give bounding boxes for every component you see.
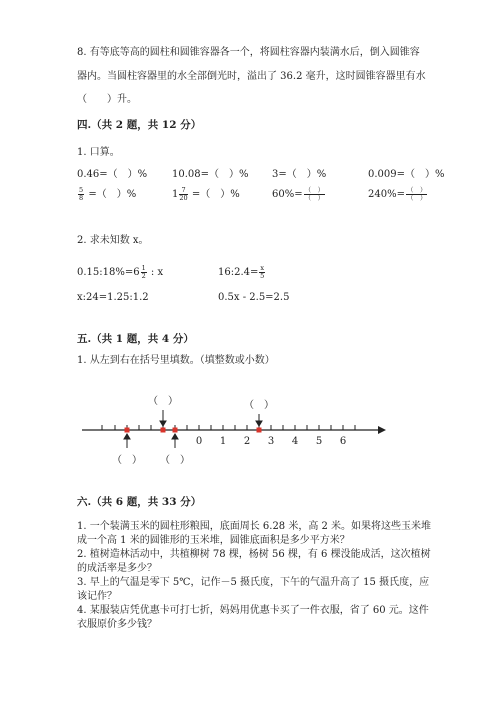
tick-label-1: 1 [219, 436, 227, 447]
q8-line3: （ ）升。 [77, 94, 137, 105]
oral-calc-8: 240%= $\frac{( )}{( )}$ [368, 186, 427, 202]
q8-line2: 器内。当圆柱容器里的水全部倒光时，溢出了 36.2 毫升，这时圆锥容器里有水 [77, 71, 426, 82]
oral-calc-2: 10.08=（ ）% [172, 169, 249, 180]
tick-label-5: 5 [315, 436, 323, 447]
down-arrow-icon [256, 421, 262, 426]
tick-label-0: 0 [195, 436, 203, 447]
equation-1: 0.15:18%=6 $\frac{1}{2}$ : x [77, 264, 164, 280]
red-marker [161, 428, 166, 433]
down-arrow-icon [160, 421, 166, 426]
section4-q1-title: 1. 口算。 [77, 147, 120, 158]
oral-calc-1: 0.46=（ ）% [77, 169, 148, 180]
tick-label-6: 6 [339, 436, 347, 447]
oral-calc-3: 3=（ ）% [272, 169, 327, 180]
fraction: $\frac{5}{8}$ [79, 186, 84, 202]
answer-paren-bottom-2: （ ） [160, 455, 190, 466]
oral-calc-6: 1 $\frac{7}{20}$ =（ ）% [172, 186, 240, 202]
section6-line-2: 成一个高 1 米的圆锥形的玉米堆，圆锥底面积是多少平方米？ [77, 535, 350, 546]
section6-line-7: 4. 某服装店凭优惠卡可打七折，妈妈用优惠卡买了一件衣服，省了 60 元。这件 [77, 605, 429, 616]
section6-line-8: 衣服原价多少钱？ [77, 619, 157, 630]
tick-label-2: 2 [243, 436, 251, 447]
answer-paren-top-2: （ ） [244, 400, 274, 411]
section5-q1-title: 1. 从左到右在括号里填数。（填整数或小数） [77, 355, 275, 366]
fraction: $\frac{x}{5}$ [260, 264, 265, 280]
fraction: $\frac{( )}{( )}$ [304, 186, 325, 202]
oral-calc-5: $\frac{5}{8}$ =（ ）% [79, 186, 137, 202]
fraction: $\frac{7}{20}$ [179, 186, 188, 202]
fraction: $\frac{1}{2}$ [141, 264, 146, 280]
oral-calc-7: 60%= $\frac{( )}{( )}$ [272, 186, 325, 202]
tick-label-4: 4 [291, 436, 299, 447]
section4-heading: 四.（共 2 题，共 12 分） [77, 119, 202, 131]
q8-line1: 8. 有等底等高的圆柱和圆锥容器各一个，将圆柱容器内装满水后，倒入圆锥容 [77, 47, 420, 58]
red-marker [125, 428, 130, 433]
equation-2: 16:2.4= $\frac{x}{5}$ [218, 264, 265, 280]
answer-paren-bottom-1: （ ） [112, 455, 142, 466]
section6-line-6: 该记作？ [77, 591, 117, 602]
red-marker [257, 428, 262, 433]
section5-heading: 五.（共 1 题，共 4 分） [77, 333, 194, 345]
answer-paren-top-1: （ ） [148, 396, 178, 407]
arrow-head-icon [378, 426, 386, 434]
section6-line-3: 2. 植树造林活动中，共植柳树 78 棵，杨树 56 棵，有 6 棵没能成活，这次植树 [77, 549, 431, 560]
section6-line-4: 的成活率是多少？ [77, 563, 157, 574]
fraction: $\frac{( )}{( )}$ [406, 186, 427, 202]
equation-4: 0.5x - 2.5=2.5 [218, 292, 290, 303]
oral-calc-4: 0.009=（ ）% [368, 169, 445, 180]
section6-line-5: 3. 早上的气温是零下 5℃，记作－5 摄氏度，下午的气温升高了 15 摄氏度，应 [77, 577, 430, 588]
tick-label-3: 3 [267, 436, 275, 447]
number-line-figure [0, 390, 500, 470]
section6-heading: 六.（共 6 题，共 33 分） [77, 496, 202, 508]
section4-q2-title: 2. 求未知数 x。 [77, 235, 149, 246]
red-marker [173, 428, 178, 433]
up-arrow-icon [172, 434, 178, 439]
section6-line-1: 1. 一个装满玉米的圆柱形粮囤，底面周长 6.28 米，高 2 米。如果将这些玉米堆 [77, 521, 432, 532]
up-arrow-icon [124, 434, 130, 439]
equation-3: x:24=1.25:1.2 [77, 292, 149, 303]
